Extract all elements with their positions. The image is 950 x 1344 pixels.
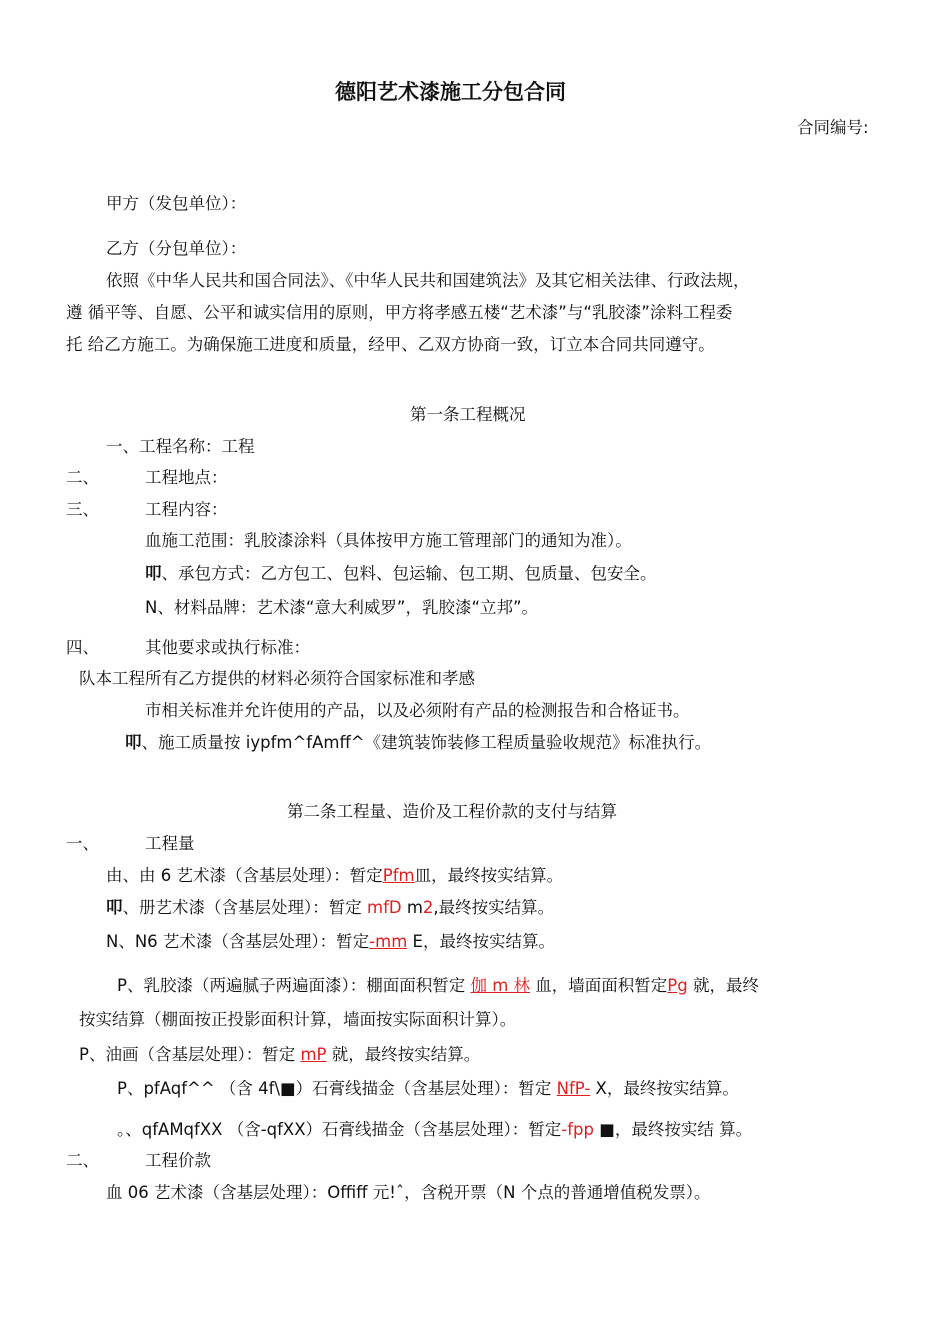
q2-prefix: 、册艺术漆（含基层处理）：暂定: [122, 898, 367, 917]
preamble-line-2: 遵 循平等、自愿、公平和诚实信用的原则，甲方将孝感五楼“艺术漆”与“乳胶漆”涂料工程委: [66, 303, 733, 322]
party-b-label: 乙方（分包单位）：: [106, 239, 247, 258]
s1-item-4: 其他要求或执行标准：: [145, 638, 310, 657]
q3-prefix: N、N6 艺术漆（含基层处理）：暂定: [106, 932, 370, 951]
s1-item-2-number: 二、: [66, 468, 99, 487]
s1-item-4-number: 四、: [66, 638, 99, 657]
q5-suffix: 就，最终按实结算。: [326, 1045, 481, 1064]
q2-mark: 叩: [106, 898, 123, 917]
q5-prefix: P、油画（含基层处理）：暂定: [79, 1045, 301, 1064]
preamble-line-1: 依照《中华人民共和国合同法》、《中华人民共和国建筑法》及其它相关法律、行政法规，: [106, 271, 750, 290]
s1-req-2: [125, 732, 711, 754]
q1-prefix: 由、由 6 艺术漆（含基层处理）：暂定: [106, 866, 383, 885]
s1-item-1: 一、工程名称：工程: [106, 437, 255, 456]
preamble-line-3: 托 给乙方施工。为确保施工进度和质量，经甲、乙双方协商一致，订立本合同共同遵守。: [66, 335, 715, 354]
q1-suffix: 皿，最终按实结算。: [414, 866, 564, 885]
q4-middle: 血，墙面面积暂定: [530, 976, 668, 995]
s1-sub-b-text: 、承包方式：乙方包工、包料、包运输、包工期、包质量、包安全。: [161, 564, 657, 583]
q4-prefix: P、乳胶漆（两遍腻子两遍面漆）：棚面面积暂定: [117, 976, 471, 995]
s1-item-3-number: 三、: [66, 500, 99, 519]
q5-value: mP: [300, 1045, 327, 1064]
q4-value-wall: Pg: [667, 976, 688, 995]
q7-suffix: ■，最终按实结 算。: [594, 1120, 753, 1139]
s1-sub-a: 血施工范围：乳胶漆涂料（具体按甲方施工管理部门的通知为准）。: [145, 531, 632, 550]
s1-sub-b: [145, 563, 657, 585]
q3-value: -mm: [369, 932, 408, 951]
q6-prefix: P、pfAqf^^ （含 4f\■）石膏线描金（含基层处理）：暂定: [117, 1079, 557, 1098]
s1-req-1-cont: 市相关标准并允许使用的产品，以及必须附有产品的检测报告和合格证书。: [145, 701, 690, 720]
s2-item-1: 工程量: [145, 834, 195, 853]
contract-number-label: 合同编号:: [797, 118, 869, 137]
q6-value: NfP-: [556, 1079, 591, 1098]
s2-price-1: 血 06 艺术漆（含基层处理）：Offiff 元!ˆ，含税开票（N 个点的普通增值税发票）。: [106, 1183, 711, 1202]
q3-suffix: E，最终按实结算。: [407, 932, 555, 951]
q2-suffix: ,最终按实结算。: [433, 898, 555, 917]
s2-quantity-1: [106, 865, 563, 887]
s2-quantity-4-cont: 按实结算（棚面按正投影面积计算，墙面按实际面积计算）。: [79, 1010, 517, 1029]
q2-unit-exponent: 2: [422, 898, 434, 917]
s2-quantity-4: [117, 975, 759, 997]
contract-title: 德阳艺术漆施工分包合同: [335, 80, 566, 104]
s1-sub-c: N、材料品牌：艺术漆“意大利威罗”，乳胶漆“立邦”。: [145, 598, 539, 617]
party-a-label: 甲方（发包单位）：: [106, 194, 247, 213]
s1-req-1: 队本工程所有乙方提供的材料必须符合国家标准和孝感: [79, 669, 475, 688]
s2-quantity-5: [79, 1044, 480, 1066]
q2-unit: m: [401, 898, 423, 917]
s1-sub-b-mark: 叩: [145, 564, 162, 583]
s2-item-2-number: 二、: [66, 1151, 99, 1170]
q4-suffix: 就，最终: [687, 976, 759, 995]
s1-item-2: 工程地点：: [145, 468, 228, 487]
s2-quantity-3: [106, 931, 555, 953]
s2-quantity-6: [117, 1078, 739, 1100]
s1-item-3: 工程内容：: [145, 500, 228, 519]
q7-value: -fpp: [561, 1120, 595, 1139]
s1-req-2-mark: 叩: [125, 733, 142, 752]
s1-req-2-text: 、施工质量按 iypfm^fAmff^《建筑装饰装修工程质量验收规范》标准执行。: [141, 733, 712, 752]
section-1-heading: 第一条工程概况: [410, 405, 526, 424]
s2-item-2: 工程价款: [145, 1151, 211, 1170]
s2-item-1-number: 一、: [66, 834, 99, 853]
section-2-heading: 第二条工程量、造价及工程价款的支付与结算: [287, 802, 617, 821]
s2-quantity-7: [117, 1119, 752, 1141]
q2-value: mfD: [367, 898, 402, 917]
s2-quantity-2: [106, 897, 554, 919]
q1-value: Pfm: [382, 866, 415, 885]
q4-value-ceiling: 伽 m 林: [470, 976, 531, 995]
q7-prefix: 。、qfAMqfXX （含-qfXX）石膏线描金（含基层处理）：暂定: [117, 1120, 562, 1139]
q6-suffix: X，最终按实结算。: [590, 1079, 739, 1098]
